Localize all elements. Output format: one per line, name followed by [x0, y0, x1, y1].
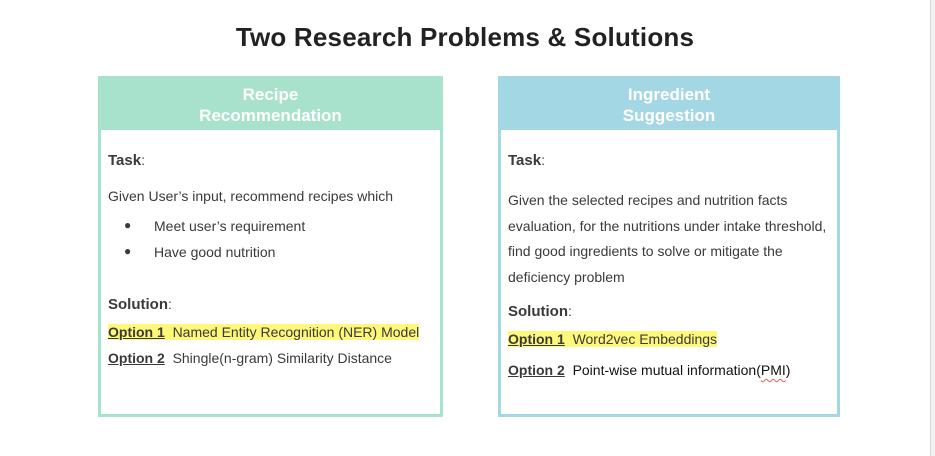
option-2-text: [573, 362, 791, 378]
option-1-row: [508, 331, 717, 347]
option-1-label: Option 1: [508, 331, 565, 347]
card-header: [101, 79, 440, 130]
task-label: Task: [108, 152, 142, 169]
card-header-line1: Ingredient: [627, 84, 711, 104]
option-1-highlight: [508, 331, 717, 347]
option-2-text-prefix: Point-wise mutual information(: [572, 362, 761, 378]
task-text: Given User’s input, recommend recipes which: [108, 188, 394, 204]
solution-colon: :: [568, 303, 572, 319]
card-header: [501, 79, 837, 130]
card-header-line1: Recipe: [242, 84, 299, 104]
requirement-list: [108, 218, 428, 260]
option-2-text: Shingle(n-gram) Similarity Distance: [172, 350, 392, 366]
task-line: deficiency problem: [508, 268, 625, 285]
solution-label: Solution: [508, 303, 568, 320]
task-colon: :: [141, 152, 145, 168]
task-text: [508, 188, 838, 290]
option-2-label: Option 2: [508, 362, 565, 378]
task-heading: [108, 152, 145, 169]
task-line: find good ingredients to solve or mitigate the: [508, 243, 783, 259]
list-item-text: Have good nutrition: [154, 244, 276, 260]
task-line: evaluation, for the nutritions under intake threshold,: [508, 217, 827, 234]
option-2-text-pmi: PMI: [760, 362, 786, 378]
option-2-row: [508, 362, 790, 378]
list-item-text: Meet user’s requirement: [154, 218, 306, 234]
option-2-row: [108, 350, 392, 366]
option-1-highlight: [108, 324, 419, 340]
slide-title: Two Research Problems & Solutions: [235, 22, 695, 52]
task-colon: :: [541, 152, 545, 168]
option-1-text: Word2vec Embeddings: [572, 331, 718, 347]
solution-colon: :: [168, 296, 172, 312]
task-heading: [508, 152, 545, 169]
option-1-label: Option 1: [108, 324, 165, 340]
task-label: Task: [508, 152, 542, 169]
option-2-label: Option 2: [108, 350, 165, 366]
bullet-icon: ●: [124, 218, 132, 232]
solution-heading: [508, 303, 572, 320]
solution-heading: [108, 296, 172, 313]
list-item: [108, 244, 428, 260]
solution-label: Solution: [108, 296, 168, 313]
card-header-line2: Recommendation: [199, 105, 342, 125]
option-1-row: [108, 324, 419, 340]
bullet-icon: ●: [124, 244, 132, 258]
task-line: Given the selected recipes and nutrition facts: [508, 192, 788, 208]
card-header-line2: Suggestion: [622, 105, 716, 125]
option-1-text: Named Entity Recognition (NER) Model: [172, 324, 420, 340]
list-item: [108, 218, 428, 244]
option-2-text-suffix: ): [785, 362, 791, 378]
recipe-recommendation-card: [98, 76, 443, 417]
ingredient-suggestion-card: [498, 76, 840, 417]
